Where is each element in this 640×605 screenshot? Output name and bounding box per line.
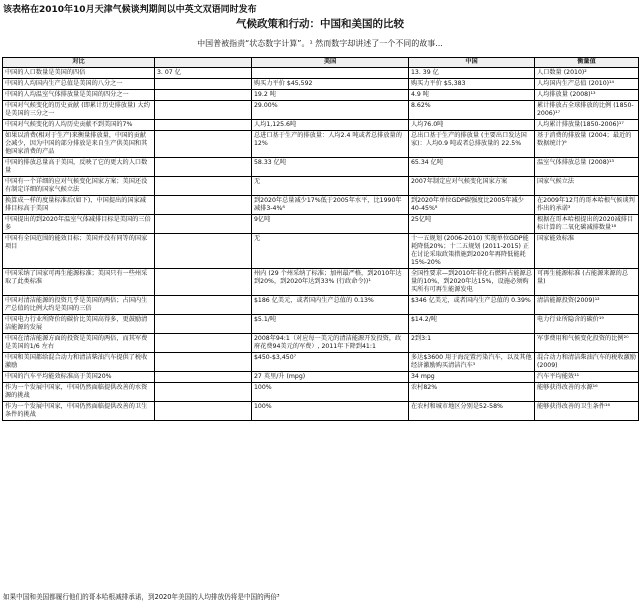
comparison-cell: 中国对气候变化的人均历史贡献不到美国的7% — [3, 120, 155, 131]
header-china: 中国 — [409, 58, 535, 68]
comparison-cell: 中国的人均国内生产总值是美国的八分之一 — [3, 79, 155, 90]
measure-cell: 能够获得改善的卫生条件¹⁶ — [535, 402, 639, 421]
measure-cell: 基于消费的排放量 (2004；最近的数据统计)⁹ — [535, 131, 639, 158]
measure-cell: 混合动力和清洁柴油汽车的税收激励(2009) — [535, 353, 639, 372]
comparison-cell: 中国的汽车平均能效标准高于美国20% — [3, 372, 155, 383]
comparison-cell: 中国的排放总量高于美国，反映了它的更大的人口数量 — [3, 158, 155, 177]
extra-cell — [155, 215, 252, 234]
comparison-cell: 中国电力行业所降价的碳价比美国高得多，更鼓励清洁能源的发展 — [3, 315, 155, 334]
extra-cell — [155, 177, 252, 196]
usa-cell: 无 — [252, 177, 409, 196]
table-row — [3, 234, 639, 269]
extra-cell — [155, 372, 252, 383]
table-row — [3, 215, 639, 234]
measure-cell: 清洁能源投资(2009)¹² — [535, 296, 639, 315]
table-row — [3, 79, 639, 90]
usa-cell: 29.00% — [252, 101, 409, 120]
china-cell: 8.62% — [409, 101, 535, 120]
table-row — [3, 334, 639, 353]
comparison-cell: 中国在清洁能源方面的投资是美国的两倍，而其军费是美国的1/6 左右 — [3, 334, 155, 353]
table-row — [3, 68, 639, 79]
china-cell: 34 mpg — [409, 372, 535, 383]
china-cell: $14.2/吨 — [409, 315, 535, 334]
table-row — [3, 158, 639, 177]
china-cell: 全国性要求—到2010年非化石燃料占能源总量的10%，到2020年达15%，设施必须购买所有可再生能源发电 — [409, 269, 535, 296]
comparison-cell: 如果以消费(相对于生产)来衡量排放量，中国的贡献会减少，因为中国的部分排放是来自生产供美国和其他国家消费的产品 — [3, 131, 155, 158]
table-row — [3, 120, 639, 131]
usa-cell: 9亿吨 — [252, 215, 409, 234]
usa-cell: $5.1/吨 — [252, 315, 409, 334]
extra-cell — [155, 402, 252, 421]
extra-cell — [155, 334, 252, 353]
china-cell: 购买力平价 $5,383 — [409, 79, 535, 90]
usa-cell: $186 亿美元，或者国内生产总值的 0.13% — [252, 296, 409, 315]
header-measure: 衡量值 — [535, 58, 639, 68]
measure-cell: 国家能效标准 — [535, 234, 639, 269]
extra-cell — [155, 120, 252, 131]
comparison-cell: 作为一个发展中国家，中国仍然面临提供改善的水资源的挑战 — [3, 383, 155, 402]
measure-cell: 人口数量 (2010)² — [535, 68, 639, 79]
measure-cell: 人均累计排放量(1850-2006)¹⁷ — [535, 120, 639, 131]
china-cell: 2到3:1 — [409, 334, 535, 353]
china-cell: 到2020年单位GDP碳强度比2005年减少40-45%⁸ — [409, 196, 535, 215]
china-cell: 多达$3600 用于海淀置污染汽车，以及其他经济激励购买清洁汽车⁵ — [409, 353, 535, 372]
comparison-table — [2, 57, 639, 421]
usa-cell: 2008年94:1（对应每一美元的清洁能源开发投资，政府花费94美元的军费）, 2011年下降到41:1 — [252, 334, 409, 353]
extra-cell — [155, 315, 252, 334]
china-cell: 25亿吨 — [409, 215, 535, 234]
table-row — [3, 196, 639, 215]
comparison-cell: 中国的人口数量是美国的四倍 — [3, 68, 155, 79]
usa-cell: $450-$3,450⁷ — [252, 353, 409, 372]
usa-cell: 100% — [252, 383, 409, 402]
extra-cell: 3. 07 亿 — [155, 68, 252, 79]
extra-cell — [155, 353, 252, 372]
extra-cell — [155, 196, 252, 215]
table-row — [3, 101, 639, 120]
china-cell: 总出口基于生产的排放量 (主要出口发达国家)：人均0.9 吨或者总排放量的 22.5% — [409, 131, 535, 158]
comparison-cell: 中国提出的到2020年温室气体减排目标是美国的三倍多 — [3, 215, 155, 234]
table-row — [3, 315, 639, 334]
header-comparison: 对比 — [3, 58, 155, 68]
table-row — [3, 131, 639, 158]
usa-cell: 19.2 吨 — [252, 90, 409, 101]
usa-cell: 27 英里/升 (mpg) — [252, 372, 409, 383]
measure-cell: 根据在哥本哈根提出的2020减排目标计算的二氧化碳减排数量¹⁸ — [535, 215, 639, 234]
table-row — [3, 177, 639, 196]
table-body — [3, 68, 639, 421]
extra-cell — [155, 158, 252, 177]
table-row — [3, 90, 639, 101]
table-row — [3, 269, 639, 296]
measure-cell: 能够获得改善的水源¹⁶ — [535, 383, 639, 402]
measure-cell: 人均国内生产总值 (2010)¹⁴ — [535, 79, 639, 90]
china-cell: $346 亿美元，或者国内生产总值的 0.39% — [409, 296, 535, 315]
comparison-cell: 中国有全国范围的能效目标；美国并没有同等的国家项目 — [3, 234, 155, 269]
usa-cell: 总进口基于生产的排放量：人均2.4 吨或者总排放量的 12% — [252, 131, 409, 158]
measure-cell: 国家气候立法 — [535, 177, 639, 196]
extra-cell — [155, 383, 252, 402]
usa-cell: 无 — [252, 234, 409, 269]
usa-cell: 购买力平价 $45,592 — [252, 79, 409, 90]
comparison-cell: 中国有一个详细的应对气候变化国家方案；美国还没有制定详细的国家气候立法 — [3, 177, 155, 196]
table-row — [3, 372, 639, 383]
china-cell: 农村82% — [409, 383, 535, 402]
measure-cell: 累计排放占全球排放的比例 (1850-2006)¹⁷ — [535, 101, 639, 120]
extra-cell — [155, 101, 252, 120]
page-subtitle: 中国普被指责“状态数字计算”。¹ 然而数字却讲述了一个不同的故事... — [197, 39, 443, 48]
extra-cell — [155, 131, 252, 158]
extra-cell — [155, 269, 252, 296]
header-blank — [155, 58, 252, 68]
usa-cell: 到2020年总量减少17%低于2005年水平，比1990年减排3-4%⁸ — [252, 196, 409, 215]
extra-cell — [155, 90, 252, 101]
header-note: 该表格在2010年10月天津气候谈判期间以中英文双语同时发布 — [3, 5, 257, 15]
usa-cell — [252, 68, 409, 79]
comparison-cell: 中国对气候变化的历史贡献 (即累计历史排放量) 大约是美国的三分之一 — [3, 101, 155, 120]
comparison-cell: 中国的人均温室气体排放量是美国的四分之一 — [3, 90, 155, 101]
measure-cell: 汽车平均能效¹¹ — [535, 372, 639, 383]
china-cell: 2007年制定应对气候变化国家方案 — [409, 177, 535, 196]
table-row — [3, 296, 639, 315]
measure-cell: 温室气体排放总量 (2008)¹³ — [535, 158, 639, 177]
usa-cell: 人均1,125.6吨 — [252, 120, 409, 131]
extra-cell — [155, 79, 252, 90]
header-usa: 美国 — [252, 58, 409, 68]
comparison-cell: 中国和美国都给混合动力和清洁柴油汽车提供了税收激励 — [3, 353, 155, 372]
page-title: 气候政策和行动：中国和美国的比较 — [236, 18, 404, 30]
extra-cell — [155, 296, 252, 315]
china-cell: 4.9 吨 — [409, 90, 535, 101]
china-cell: 人均76.0吨 — [409, 120, 535, 131]
table-row — [3, 353, 639, 372]
china-cell: 十一五规划 (2006-2010) 实现单位GDP能耗降低20%；十二五规划 (2011-2015) 正在讨论采取政策措施到2020年再降低能耗15%-20% — [409, 234, 535, 269]
usa-cell: 58.33 亿吨 — [252, 158, 409, 177]
china-cell: 13. 39 亿 — [409, 68, 535, 79]
measure-cell: 人均排放量 (2008)¹³ — [535, 90, 639, 101]
usa-cell: 州内 (29 个州采纳了标准；加州最严格，到2010年达到20%，到2020年达到33% (行政命令))¹ — [252, 269, 409, 296]
measure-cell: 电力行业所隐含的碳价¹⁹ — [535, 315, 639, 334]
measure-cell: 军事费用和气候变化投资的比例²⁰ — [535, 334, 639, 353]
table-row — [3, 402, 639, 421]
comparison-cell: 换算成一样的度量标准后(如下)，中国提出的国家减排目标高于美国 — [3, 196, 155, 215]
footer-note: 如果中国和美国都履行他们的哥本哈根减排承诺，到2020年美国的人均排放仍将是中国的两倍³ — [3, 593, 280, 601]
extra-cell — [155, 234, 252, 269]
comparison-cell: 作为一个发展中国家，中国仍然面临提供改善的卫生条件的挑战 — [3, 402, 155, 421]
measure-cell: 可再生能源标准 (占能源来源的总量) — [535, 269, 639, 296]
china-cell: 在农村和城市地区分别是52-58% — [409, 402, 535, 421]
table-row — [3, 383, 639, 402]
comparison-cell: 中国采纳了国家可再生能源标准；美国只有一些州采取了此类标准 — [3, 269, 155, 296]
table-header-row — [3, 58, 639, 68]
comparison-cell: 中国对清洁能源的投资几乎是美国的两倍；占国内生产总值的比例大约是美国的三倍 — [3, 296, 155, 315]
usa-cell: 100% — [252, 402, 409, 421]
china-cell: 65.34 亿吨 — [409, 158, 535, 177]
measure-cell: 在2009年12月的哥本哈根气候谈判作出的承诺³ — [535, 196, 639, 215]
